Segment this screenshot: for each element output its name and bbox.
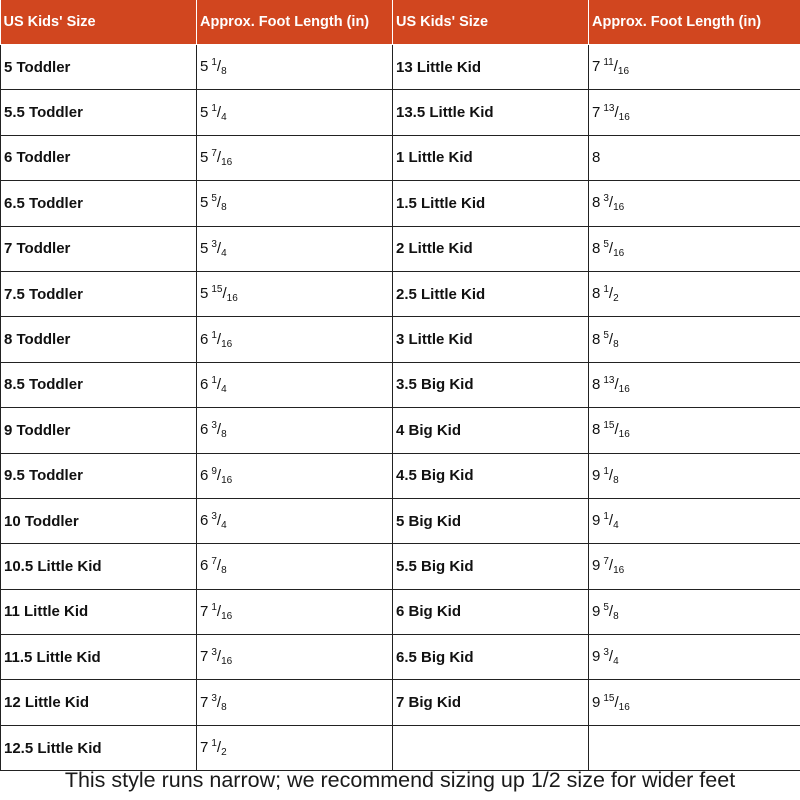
fraction-numerator: 3 [211, 420, 217, 432]
fraction-denominator: 16 [613, 565, 625, 577]
kids-size-cell: 7 Big Kid [393, 680, 589, 725]
fraction-slash: / [614, 693, 619, 711]
length-whole: 8 [592, 330, 601, 348]
fraction-denominator: 4 [221, 111, 227, 123]
length-whole: 7 [592, 103, 601, 121]
fraction-numerator: 5 [211, 193, 217, 205]
fraction-slash: / [216, 103, 222, 121]
fraction-slash: / [216, 557, 222, 575]
fraction-numerator: 11 [603, 57, 614, 69]
fraction-denominator: 16 [226, 293, 238, 305]
fraction-denominator: 16 [618, 701, 630, 713]
table-row [1, 135, 800, 180]
kids-size-cell: 7.5 Toddler [1, 271, 197, 316]
fraction-numerator: 1 [211, 374, 217, 386]
foot-length-cell [197, 544, 393, 589]
fraction-slash: / [608, 285, 614, 303]
kids-size-cell: 1.5 Little Kid [393, 181, 589, 226]
fraction-denominator: 8 [221, 429, 227, 441]
fraction-slash: / [216, 421, 222, 439]
length-whole: 7 [200, 602, 209, 620]
fraction-denominator: 16 [618, 111, 630, 123]
fraction-numerator: 1 [211, 329, 217, 341]
kids-size-cell: 7 Toddler [1, 226, 197, 271]
fraction-denominator: 16 [617, 66, 630, 78]
foot-length-cell [197, 226, 393, 271]
fraction-denominator: 16 [618, 429, 630, 441]
fraction-slash: / [216, 739, 222, 757]
fraction-denominator: 16 [221, 610, 233, 622]
fraction-numerator: 5 [603, 329, 609, 341]
foot-length-cell [589, 181, 800, 226]
kids-size-cell: 5.5 Big Kid [393, 544, 589, 589]
fraction-numerator: 1 [603, 465, 609, 477]
foot-length-cell [197, 362, 393, 407]
foot-length-cell [197, 680, 393, 725]
kids-size-cell: 6 Toddler [1, 135, 197, 180]
kids-size-cell: 8.5 Toddler [1, 362, 197, 407]
length-whole: 6 [200, 557, 209, 575]
fraction-slash: / [608, 239, 614, 257]
fraction-numerator: 7 [211, 556, 217, 568]
table-row [1, 635, 800, 680]
length-whole: 9 [592, 602, 601, 620]
kids-size-cell: 5 Toddler [1, 45, 197, 90]
length-whole: 7 [200, 648, 209, 666]
length-whole: 8 [592, 375, 601, 393]
fraction-slash: / [216, 58, 222, 76]
table-row [1, 680, 800, 725]
table-row [1, 544, 800, 589]
table-row [1, 362, 800, 407]
fraction-slash: / [614, 375, 619, 393]
length-whole: 9 [592, 693, 601, 711]
fraction-slash: / [222, 285, 227, 303]
length-whole: 8 [592, 421, 601, 439]
fraction-numerator: 1 [211, 57, 217, 69]
fraction-slash: / [608, 602, 614, 620]
kids-size-cell: 11 Little Kid [1, 589, 197, 634]
kids-size-cell: 1 Little Kid [393, 135, 589, 180]
foot-length-cell [589, 589, 800, 634]
kids-size-cell: 2.5 Little Kid [393, 271, 589, 316]
foot-length-cell [589, 271, 800, 316]
length-whole: 8 [592, 285, 601, 303]
kids-size-cell: 8 Toddler [1, 317, 197, 362]
fraction-slash: / [216, 194, 222, 212]
fraction-numerator: 3 [211, 647, 217, 659]
kids-size-cell: 9.5 Toddler [1, 453, 197, 498]
fraction-numerator: 1 [603, 284, 609, 296]
length-whole: 6 [200, 466, 209, 484]
foot-length-cell [589, 544, 800, 589]
fraction-slash: / [608, 194, 614, 212]
table-row [1, 453, 800, 498]
fraction-numerator: 3 [211, 238, 217, 250]
header-length-right: Approx. Foot Length (in) [589, 0, 800, 45]
fraction-numerator: 5 [603, 601, 609, 613]
foot-length-cell [589, 498, 800, 543]
fraction-denominator: 4 [613, 520, 619, 532]
foot-length-cell [197, 90, 393, 135]
length-whole: 5 [200, 103, 209, 121]
kids-size-cell: 3 Little Kid [393, 317, 589, 362]
foot-length-cell [197, 271, 393, 316]
kids-size-cell: 5.5 Toddler [1, 90, 197, 135]
fraction-denominator: 16 [221, 156, 233, 168]
fraction-numerator: 3 [211, 511, 217, 523]
foot-length-cell [589, 45, 800, 90]
fraction-numerator: 13 [603, 102, 615, 114]
table-row [1, 589, 800, 634]
fraction-denominator: 16 [613, 247, 625, 259]
fraction-slash: / [613, 58, 618, 76]
kids-size-cell: 10.5 Little Kid [1, 544, 197, 589]
length-whole: 5 [200, 58, 209, 76]
fraction-numerator: 3 [603, 193, 609, 205]
table-body [1, 45, 800, 771]
length-whole: 7 [200, 693, 209, 711]
fraction-denominator: 4 [221, 247, 227, 259]
foot-length-cell [589, 635, 800, 680]
fraction-denominator: 16 [613, 202, 625, 214]
fraction-numerator: 1 [211, 102, 217, 114]
foot-length-cell [197, 589, 393, 634]
length-whole: 7 [200, 739, 209, 757]
length-whole: 6 [200, 375, 209, 393]
length-whole: 9 [592, 648, 601, 666]
fraction-slash: / [216, 512, 222, 530]
fraction-denominator: 8 [221, 202, 227, 214]
kids-size-cell: 9 Toddler [1, 408, 197, 453]
foot-length-cell [589, 226, 800, 271]
fraction-slash: / [216, 148, 222, 166]
kids-size-cell: 4 Big Kid [393, 408, 589, 453]
fraction-numerator: 7 [211, 147, 217, 159]
length-whole: 8 [592, 149, 601, 167]
fraction-denominator: 16 [221, 656, 233, 668]
foot-length-cell [589, 408, 800, 453]
kids-size-cell: 13 Little Kid [393, 45, 589, 90]
fraction-slash: / [216, 239, 222, 257]
foot-length-cell [197, 317, 393, 362]
fraction-slash: / [216, 648, 222, 666]
table-row [1, 317, 800, 362]
table-row [1, 271, 800, 316]
fraction-slash: / [608, 648, 614, 666]
kids-size-cell: 5 Big Kid [393, 498, 589, 543]
length-whole: 5 [200, 194, 209, 212]
foot-length-cell [589, 317, 800, 362]
fraction-numerator: 15 [603, 692, 615, 704]
table-row [1, 498, 800, 543]
fraction-numerator: 1 [211, 738, 217, 750]
foot-length-cell [197, 453, 393, 498]
fraction-slash: / [608, 557, 614, 575]
fraction-denominator: 8 [613, 474, 619, 486]
table-row [1, 181, 800, 226]
sizing-note: This style runs narrow; we recommend sizing up 1/2 size for wider feet [64, 768, 736, 792]
length-whole: 8 [592, 239, 601, 257]
length-whole: 6 [200, 512, 209, 530]
fraction-slash: / [216, 375, 222, 393]
fraction-denominator: 8 [221, 565, 227, 577]
header-row [1, 0, 800, 45]
fraction-denominator: 16 [221, 474, 233, 486]
table-row [1, 408, 800, 453]
foot-length-cell [197, 498, 393, 543]
fraction-numerator: 9 [211, 465, 217, 477]
fraction-numerator: 15 [603, 420, 615, 432]
fraction-numerator: 1 [211, 601, 217, 613]
fraction-numerator: 7 [603, 556, 609, 568]
fraction-numerator: 1 [603, 511, 609, 523]
fraction-slash: / [216, 330, 222, 348]
fraction-slash: / [216, 693, 222, 711]
length-whole: 7 [592, 58, 601, 76]
kids-size-cell: 12.5 Little Kid [1, 725, 197, 770]
length-whole: 6 [200, 421, 209, 439]
fraction-numerator: 13 [603, 374, 615, 386]
fraction-slash: / [216, 602, 222, 620]
kids-size-cell: 6.5 Big Kid [393, 635, 589, 680]
fraction-numerator: 5 [603, 238, 609, 250]
fraction-denominator: 8 [613, 610, 619, 622]
length-whole: 9 [592, 557, 601, 575]
length-whole: 6 [200, 330, 209, 348]
length-whole: 5 [200, 239, 209, 257]
fraction-slash: / [608, 466, 614, 484]
foot-length-cell [197, 181, 393, 226]
fraction-slash: / [216, 466, 222, 484]
fraction-denominator: 4 [613, 656, 619, 668]
table-row [1, 226, 800, 271]
table-row [1, 90, 800, 135]
kids-size-cell: 6.5 Toddler [1, 181, 197, 226]
fraction-denominator: 8 [613, 338, 619, 350]
fraction-denominator: 2 [613, 293, 619, 305]
fraction-denominator: 8 [221, 701, 227, 713]
length-whole: 5 [200, 148, 209, 166]
fraction-denominator: 4 [221, 383, 227, 395]
fraction-numerator: 3 [211, 692, 217, 704]
fraction-slash: / [614, 421, 619, 439]
fraction-denominator: 8 [221, 66, 227, 78]
foot-length-cell [197, 45, 393, 90]
fraction-slash: / [614, 103, 619, 121]
foot-length-cell [589, 362, 800, 407]
fraction-denominator: 16 [221, 338, 233, 350]
table-row [1, 45, 800, 90]
kids-size-cell: 2 Little Kid [393, 226, 589, 271]
foot-length-cell [197, 635, 393, 680]
kids-size-cell: 13.5 Little Kid [393, 90, 589, 135]
length-whole: 5 [200, 285, 209, 303]
header-size-left: US Kids' Size [1, 0, 197, 45]
foot-length-cell [589, 453, 800, 498]
fraction-denominator: 16 [618, 383, 630, 395]
foot-length-cell [589, 680, 800, 725]
fraction-numerator: 3 [603, 647, 609, 659]
fraction-slash: / [608, 330, 614, 348]
kids-size-cell: 4.5 Big Kid [393, 453, 589, 498]
foot-length-cell [589, 90, 800, 135]
kids-size-cell: 10 Toddler [1, 498, 197, 543]
kids-size-cell: 12 Little Kid [1, 680, 197, 725]
fraction-slash: / [608, 512, 614, 530]
foot-length-cell [197, 135, 393, 180]
kids-size-cell: 11.5 Little Kid [1, 635, 197, 680]
fraction-numerator: 15 [211, 284, 223, 296]
kids-size-cell: 6 Big Kid [393, 589, 589, 634]
fraction-denominator: 4 [221, 520, 227, 532]
length-whole: 9 [592, 466, 601, 484]
header-size-right: US Kids' Size [393, 0, 589, 45]
fraction-denominator: 2 [221, 747, 227, 759]
foot-length-cell [589, 135, 800, 180]
foot-length-cell [197, 408, 393, 453]
length-whole: 8 [592, 194, 601, 212]
length-whole: 9 [592, 512, 601, 530]
header-length-left: Approx. Foot Length (in) [197, 0, 393, 45]
kids-size-cell: 3.5 Big Kid [393, 362, 589, 407]
